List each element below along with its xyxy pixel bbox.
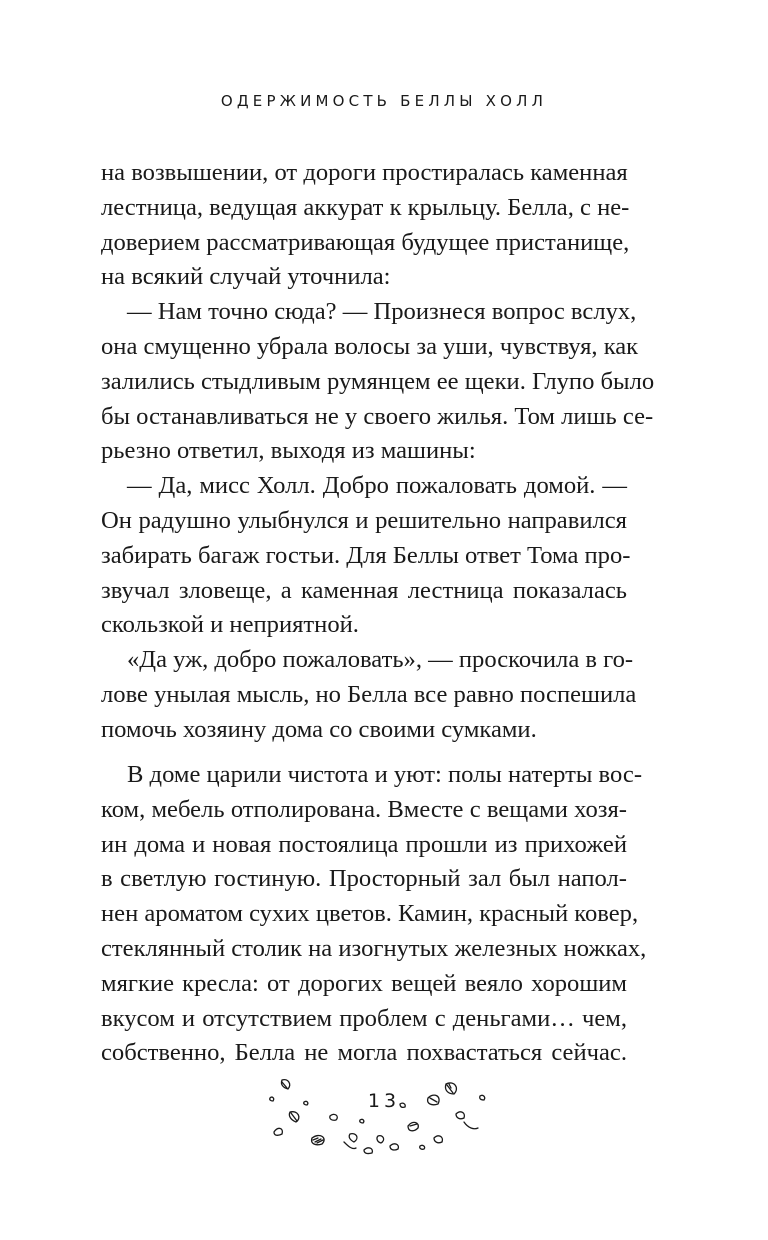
paragraph-line: лестница, ведущая аккурат к крыльцу. Белла, с не- bbox=[101, 193, 630, 221]
paragraph-line: скользкой и неприятной. bbox=[101, 611, 359, 639]
paragraph-line: залились стыдливым румянцем ее щеки. Глупо было bbox=[101, 367, 655, 395]
paragraph-line: нен ароматом сухих цветов. Камин, красный ковер, bbox=[101, 900, 639, 928]
paragraph-line: лове унылая мысль, но Белла все равно поспешила bbox=[101, 680, 637, 708]
paragraph-line: рьезно ответил, выходя из машины: bbox=[101, 437, 476, 465]
paragraph-line: вкусом и отсутствием проблем с деньгами… чем, bbox=[101, 1004, 627, 1032]
paragraph-line: В доме царили чистота и уют: полы натерты вос- bbox=[127, 761, 643, 788]
paragraph-line: доверием рассматривающая будущее пристанище, bbox=[101, 228, 630, 256]
paragraph-line: в светлую гостиную. Просторный зал был напол- bbox=[101, 865, 627, 893]
paragraph-line: — Нам точно сюда? — Произнеся вопрос вслух, bbox=[127, 298, 637, 326]
paragraph-line: она смущенно убрала волосы за уши, чувствуя, как bbox=[101, 332, 639, 360]
paragraph-line: звучал зловеще, а каменная лестница показалась bbox=[101, 576, 627, 604]
paragraph-line: Он радушно улыбнулся и решительно направился bbox=[101, 506, 627, 534]
paragraph-line: на всякий случай уточнила: bbox=[101, 263, 391, 291]
paragraph-line: ком, мебель отполирована. Вместе с вещами хозя- bbox=[101, 795, 627, 823]
paragraph-line: — Да, мисс Холл. Добро пожаловать домой. — bbox=[127, 472, 627, 500]
paragraph-line: забирать багаж гостьи. Для Беллы ответ Тома про- bbox=[101, 541, 631, 569]
page-number: 13 bbox=[367, 1090, 401, 1112]
paragraph-line: собственно, Белла не могла похвастаться сейчас. bbox=[101, 1039, 627, 1067]
paragraph-line: бы останавливаться не у своего жилья. Том лишь се- bbox=[101, 402, 654, 430]
text-block-bottom bbox=[101, 758, 647, 1071]
paragraph-line: помочь хозяину дома со своими сумками. bbox=[101, 715, 537, 743]
page-footer bbox=[0, 1076, 768, 1156]
paragraph-line: стеклянный столик на изогнутых железных ножках, bbox=[101, 934, 647, 962]
falling-leaves-ornament-icon bbox=[260, 1076, 510, 1156]
paragraph-line: мягкие кресла: от дорогих вещей веяло хорошим bbox=[101, 969, 627, 997]
text-block-top bbox=[101, 156, 655, 748]
paragraph-line: на возвышении, от дороги простиралась каменная bbox=[101, 159, 628, 186]
paragraph-line: «Да уж, добро пожаловать», — проскочила в го- bbox=[127, 646, 634, 674]
paragraph-line: ин дома и новая постоялица прошли из прихожей bbox=[101, 830, 627, 858]
running-head: ОДЕРЖИМОСТЬ БЕЛЛЫ ХОЛЛ bbox=[220, 92, 548, 110]
